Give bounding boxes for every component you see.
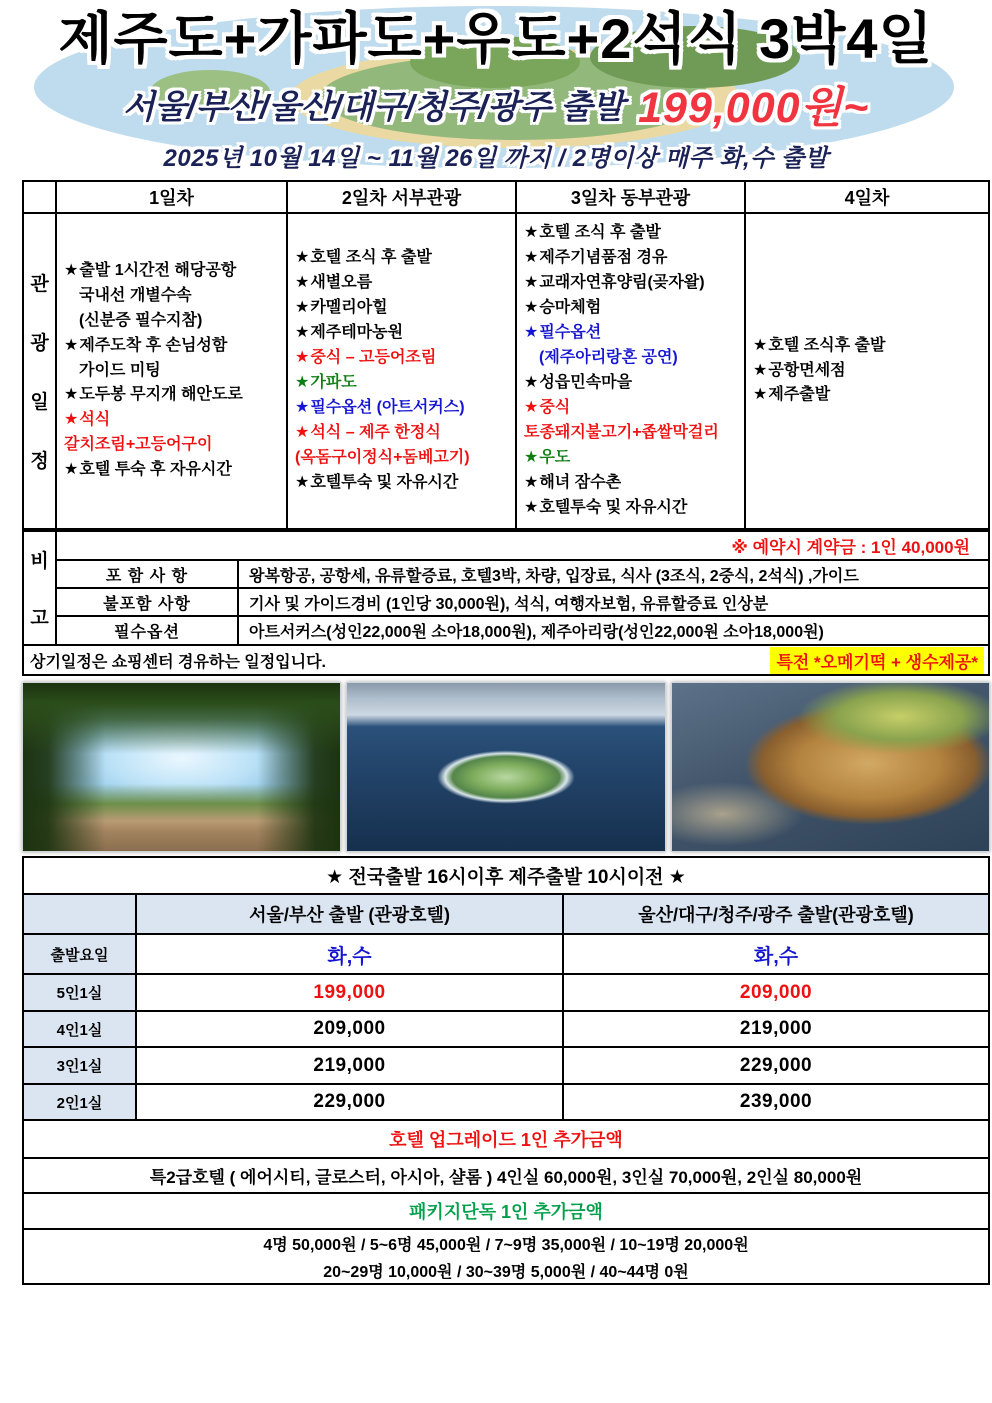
- hotel-upgrade-detail: 특2급호텔 ( 에어시티, 글로스터, 아시아, 샬롬 ) 4인실 60,000원, 3인실 70,000원, 2인실 80,000원: [24, 1159, 988, 1192]
- star-icon: ★: [524, 448, 539, 466]
- star-icon: ★: [64, 386, 79, 404]
- star-icon: ★: [295, 423, 310, 441]
- itinerary-item: ★석식: [64, 411, 111, 429]
- departure-day-value: 화,수: [137, 935, 562, 973]
- day2-header: 2일차 서부관광: [288, 182, 515, 212]
- itinerary-item: ★제주기념품점 경유: [524, 249, 668, 267]
- itinerary-corner-cell: [24, 182, 55, 212]
- notes-side-label: [24, 532, 55, 644]
- included-label: 포 함 사 항: [57, 561, 237, 587]
- price-corner-cell: [24, 895, 135, 933]
- itinerary-item: (옥돔구이정식+돔베고기): [295, 448, 470, 466]
- itinerary-item: ★중식 – 고등어조림: [295, 349, 437, 367]
- room-type-label: 2인1실: [24, 1085, 135, 1119]
- gapado-island-aerial-photo: [346, 682, 665, 852]
- side-label-char: 정: [30, 451, 49, 472]
- side-label-char: 고: [30, 608, 49, 629]
- ulsan-daegu-column-header: 울산/대구/청주/광주 출발(관광호텔): [564, 895, 988, 933]
- itinerary-item: 가이드 미팅: [79, 361, 161, 379]
- bonus-highlight: 특전 *오메기떡 + 생수제공*: [770, 647, 984, 674]
- required-option-content: 아트서커스(성인22,000원 소아18,000원), 제주아리랑(성인22,000원 소아18,000원): [239, 617, 988, 644]
- hotel-upgrade-title: 호텔 업그레이드 1인 추가금액: [24, 1121, 988, 1157]
- room-type-label: 3인1실: [24, 1048, 135, 1083]
- itinerary-item: ★새별오름: [295, 274, 373, 292]
- itinerary-item: 국내선 개별수속: [79, 286, 192, 304]
- itinerary-item: ★석식 – 제주 한정식: [295, 423, 441, 441]
- price-value: 229,000: [564, 1048, 988, 1083]
- side-label-char: 비: [30, 551, 49, 572]
- price-value: 219,000: [137, 1048, 562, 1083]
- star-icon: ★: [64, 336, 79, 354]
- included-content: 왕복항공, 공항세, 유류할증료, 호텔3박, 차량, 입장료, 식사 (3조식, 2중식, 2석식) ,가이드: [239, 561, 988, 587]
- star-icon: ★: [753, 386, 768, 404]
- package-detail-line: 4명 50,000원 / 5~6명 45,000원 / 7~9명 35,000원 / 10~19명 20,000원: [263, 1236, 749, 1254]
- star-icon: ★: [524, 374, 539, 391]
- itinerary-item: ★도두봉 무지개 해안도로: [64, 386, 243, 404]
- star-icon: ★: [64, 411, 79, 429]
- notes-table: [22, 530, 990, 676]
- price-value: 239,000: [564, 1085, 988, 1119]
- excluded-content: 기사 및 가이드경비 (1인당 30,000원), 석식, 여행자보험, 유류할증료 인상분: [239, 589, 988, 615]
- package-detail-line: 20~29명 10,000원 / 30~39명 5,000원 / 40~44명 0원: [323, 1263, 689, 1281]
- star-icon: ★: [295, 274, 310, 292]
- itinerary-item: ★호텔 투숙 후 자유시간: [64, 461, 232, 479]
- itinerary-item: ★필수옵션: [524, 324, 602, 342]
- star-icon: ★: [524, 473, 539, 491]
- star-icon: ★: [524, 398, 539, 416]
- itinerary-item: (신분증 필수지참): [79, 311, 203, 329]
- itinerary-item: ★호텔 조식 후 출발: [295, 249, 432, 267]
- star-icon: ★: [524, 274, 539, 292]
- departure-cities: 서울/부산/울산/대구/청주/광주 출발: [122, 87, 625, 125]
- price-value: 209,000: [137, 1012, 562, 1046]
- price-value: 209,000: [564, 975, 988, 1010]
- excluded-label: 불포함 사항: [57, 589, 237, 615]
- itinerary-table: [22, 180, 990, 530]
- udo-island-aerial-photo: [671, 682, 990, 852]
- star-icon: ★: [524, 299, 539, 317]
- star-icon: ★: [64, 261, 79, 279]
- star-icon: ★: [524, 324, 539, 342]
- itinerary-item: ★가파도: [295, 374, 357, 391]
- price-value: 219,000: [564, 1012, 988, 1046]
- room-type-label: 4인1실: [24, 1012, 135, 1046]
- star-icon: ★: [295, 473, 310, 491]
- star-icon: ★: [524, 224, 539, 242]
- itinerary-item: ★제주테마농원: [295, 324, 404, 342]
- seoul-busan-column-header: 서울/부산 출발 (관광호텔): [137, 895, 562, 933]
- day1-header: 1일차: [57, 182, 286, 212]
- departure-day-label: 출발요일: [24, 935, 135, 973]
- itinerary-item: ★중식: [524, 398, 571, 416]
- star-icon: ★: [295, 249, 310, 267]
- itinerary-item: ★승마체험: [524, 299, 602, 317]
- star-icon: ★: [295, 324, 310, 342]
- departure-time-banner: ★ 전국출발 16시이후 제주출발 10시이전 ★: [24, 858, 988, 893]
- side-label-char: 광: [30, 333, 49, 354]
- star-icon: ★: [524, 249, 539, 267]
- day1-itinerary-cell: [57, 214, 286, 528]
- itinerary-item: ★호텔 조식후 출발: [753, 336, 886, 354]
- departure-day-value: 화,수: [564, 935, 988, 973]
- headline-price: 199,000원~: [638, 83, 870, 132]
- forest-arch-path-photo: [22, 682, 341, 852]
- itinerary-item: (제주아리랑혼 공연): [539, 349, 678, 367]
- photo-strip: [22, 682, 990, 852]
- star-icon: ★: [295, 398, 310, 416]
- star-icon: ★: [524, 498, 539, 516]
- itinerary-item: ★공항면세점: [753, 361, 846, 379]
- itinerary-item: ★필수옵션 (아트서커스): [295, 398, 465, 416]
- required-option-label: 필수옵션: [57, 617, 237, 644]
- price-value: 199,000: [137, 975, 562, 1010]
- package-surcharge-title: 패키지단독 1인 추가금액: [24, 1194, 988, 1228]
- star-icon: ★: [753, 336, 768, 354]
- star-icon: ★: [295, 374, 310, 391]
- day4-header: 4일차: [746, 182, 988, 212]
- day2-itinerary-cell: [288, 214, 515, 528]
- star-icon: ★: [753, 361, 768, 379]
- side-label-char: 일: [30, 392, 49, 413]
- itinerary-item: ★제주출발: [753, 386, 831, 404]
- itinerary-item: ★해녀 잠수촌: [524, 473, 622, 491]
- itinerary-item: ★출발 1시간전 해당공항: [64, 261, 237, 279]
- itinerary-side-label: [24, 214, 55, 528]
- page-title: 제주도+가파도+우도+2석식 3박4일: [58, 7, 934, 70]
- deposit-note: ※ 예약시 계약금 : 1인 40,000원: [57, 532, 988, 559]
- itinerary-item: ★제주도착 후 손님성함: [64, 336, 228, 354]
- side-label-char: 관: [30, 274, 49, 295]
- day4-itinerary-cell: [746, 214, 988, 528]
- hero-banner: [0, 0, 992, 178]
- notes-footer: [24, 646, 988, 674]
- itinerary-item: ★카멜리아힐: [295, 299, 388, 317]
- date-range: 2025년 10월 14일 ~ 11월 26일 까지 / 2명이상 매주 화,수 출발: [163, 144, 829, 172]
- itinerary-item: ★호텔투숙 및 자유시간: [295, 473, 459, 491]
- star-icon: ★: [64, 461, 79, 479]
- room-type-label: 5인1실: [24, 975, 135, 1010]
- price-value: 229,000: [137, 1085, 562, 1119]
- star-icon: ★: [295, 299, 310, 317]
- itinerary-item: 토종돼지불고기+좁쌀막걸리: [524, 423, 719, 441]
- itinerary-item: ★호텔투숙 및 자유시간: [524, 498, 688, 516]
- itinerary-item: ★성읍민속마을: [524, 374, 633, 391]
- itinerary-item: 갈치조림+고등어구이: [64, 436, 213, 454]
- itinerary-item: ★교래자연휴양림(곶자왈): [524, 274, 705, 292]
- itinerary-item: ★우도: [524, 448, 571, 466]
- day3-itinerary-cell: [517, 214, 744, 528]
- shopping-center-note: 상기일정은 쇼핑센터 경유하는 일정입니다.: [30, 653, 326, 671]
- day3-header: 3일차 동부관광: [517, 182, 744, 212]
- star-icon: ★: [295, 349, 310, 367]
- price-table: [22, 856, 990, 1285]
- package-surcharge-detail: [24, 1230, 988, 1283]
- itinerary-item: ★호텔 조식 후 출발: [524, 224, 661, 242]
